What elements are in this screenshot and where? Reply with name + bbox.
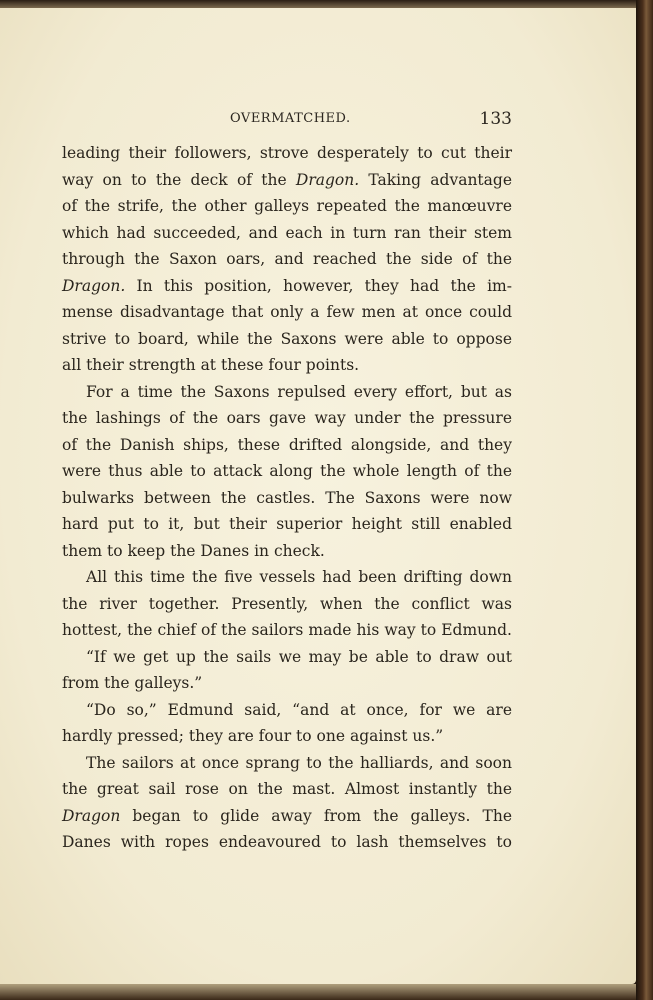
text-line: which had succeeded, and each in turn ran their stem — [62, 223, 512, 242]
running-title: OVERMATCHED. — [230, 111, 351, 126]
text-line: Dragon began to glide away from the galleys. The — [62, 806, 512, 825]
text-line: all their strength at these four points. — [62, 356, 360, 374]
text-line: “If we get up the sails we may be able to draw out — [86, 647, 512, 666]
text-line: them to keep the Danes in check. — [62, 541, 325, 560]
text-line: hottest, the chief of the sailors made his way to Edmund. — [62, 621, 512, 639]
text-line: of the strife, the other galleys repeated the manœuvre — [62, 197, 512, 215]
text-line: from the galleys.” — [62, 674, 203, 692]
book-spine-edge — [636, 0, 653, 1000]
page-number: 133 — [479, 109, 512, 129]
text-line: through the Saxon oars, and reached the side of the — [62, 250, 512, 268]
text-line: the lashings of the oars gave way under the pressure — [62, 409, 512, 427]
text-line: way on to the deck of the Dragon. Taking advantage — [62, 170, 512, 189]
text-line: hardly pressed; they are four to one against us.” — [62, 727, 444, 745]
text-line: the great sail rose on the mast. Almost instantly the — [62, 780, 512, 798]
text-line: the river together. Presently, when the conflict was — [62, 594, 512, 613]
text-line: of the Danish ships, these drifted alongside, and they — [62, 435, 512, 454]
running-head — [62, 111, 512, 131]
bottom-page-edge — [0, 984, 636, 1000]
text-line: hard put to it, but their superior height still enabled — [62, 515, 512, 533]
text-line: Danes with ropes endeavoured to lash themselves to — [62, 833, 512, 851]
text-line: strive to board, while the Saxons were able to oppose — [62, 329, 512, 348]
book-page — [0, 8, 636, 984]
top-page-edge — [0, 0, 636, 8]
text-line: mense disadvantage that only a few men at once could — [62, 303, 512, 321]
text-line: “Do so,” Edmund said, “and at once, for we are — [86, 700, 512, 719]
text-line: leading their followers, strove desperately to cut their — [62, 144, 512, 162]
body-text — [62, 140, 512, 856]
text-line: For a time the Saxons repulsed every effort, but as — [86, 382, 512, 401]
text-line: Dragon. In this position, however, they had the im- — [62, 276, 512, 295]
text-line: were thus able to attack along the whole length of the — [62, 462, 512, 480]
text-line: The sailors at once sprang to the halliards, and soon — [86, 753, 512, 772]
text-line: bulwarks between the castles. The Saxons were now — [62, 488, 512, 507]
text-line: All this time the five vessels had been drifting down — [86, 568, 512, 586]
